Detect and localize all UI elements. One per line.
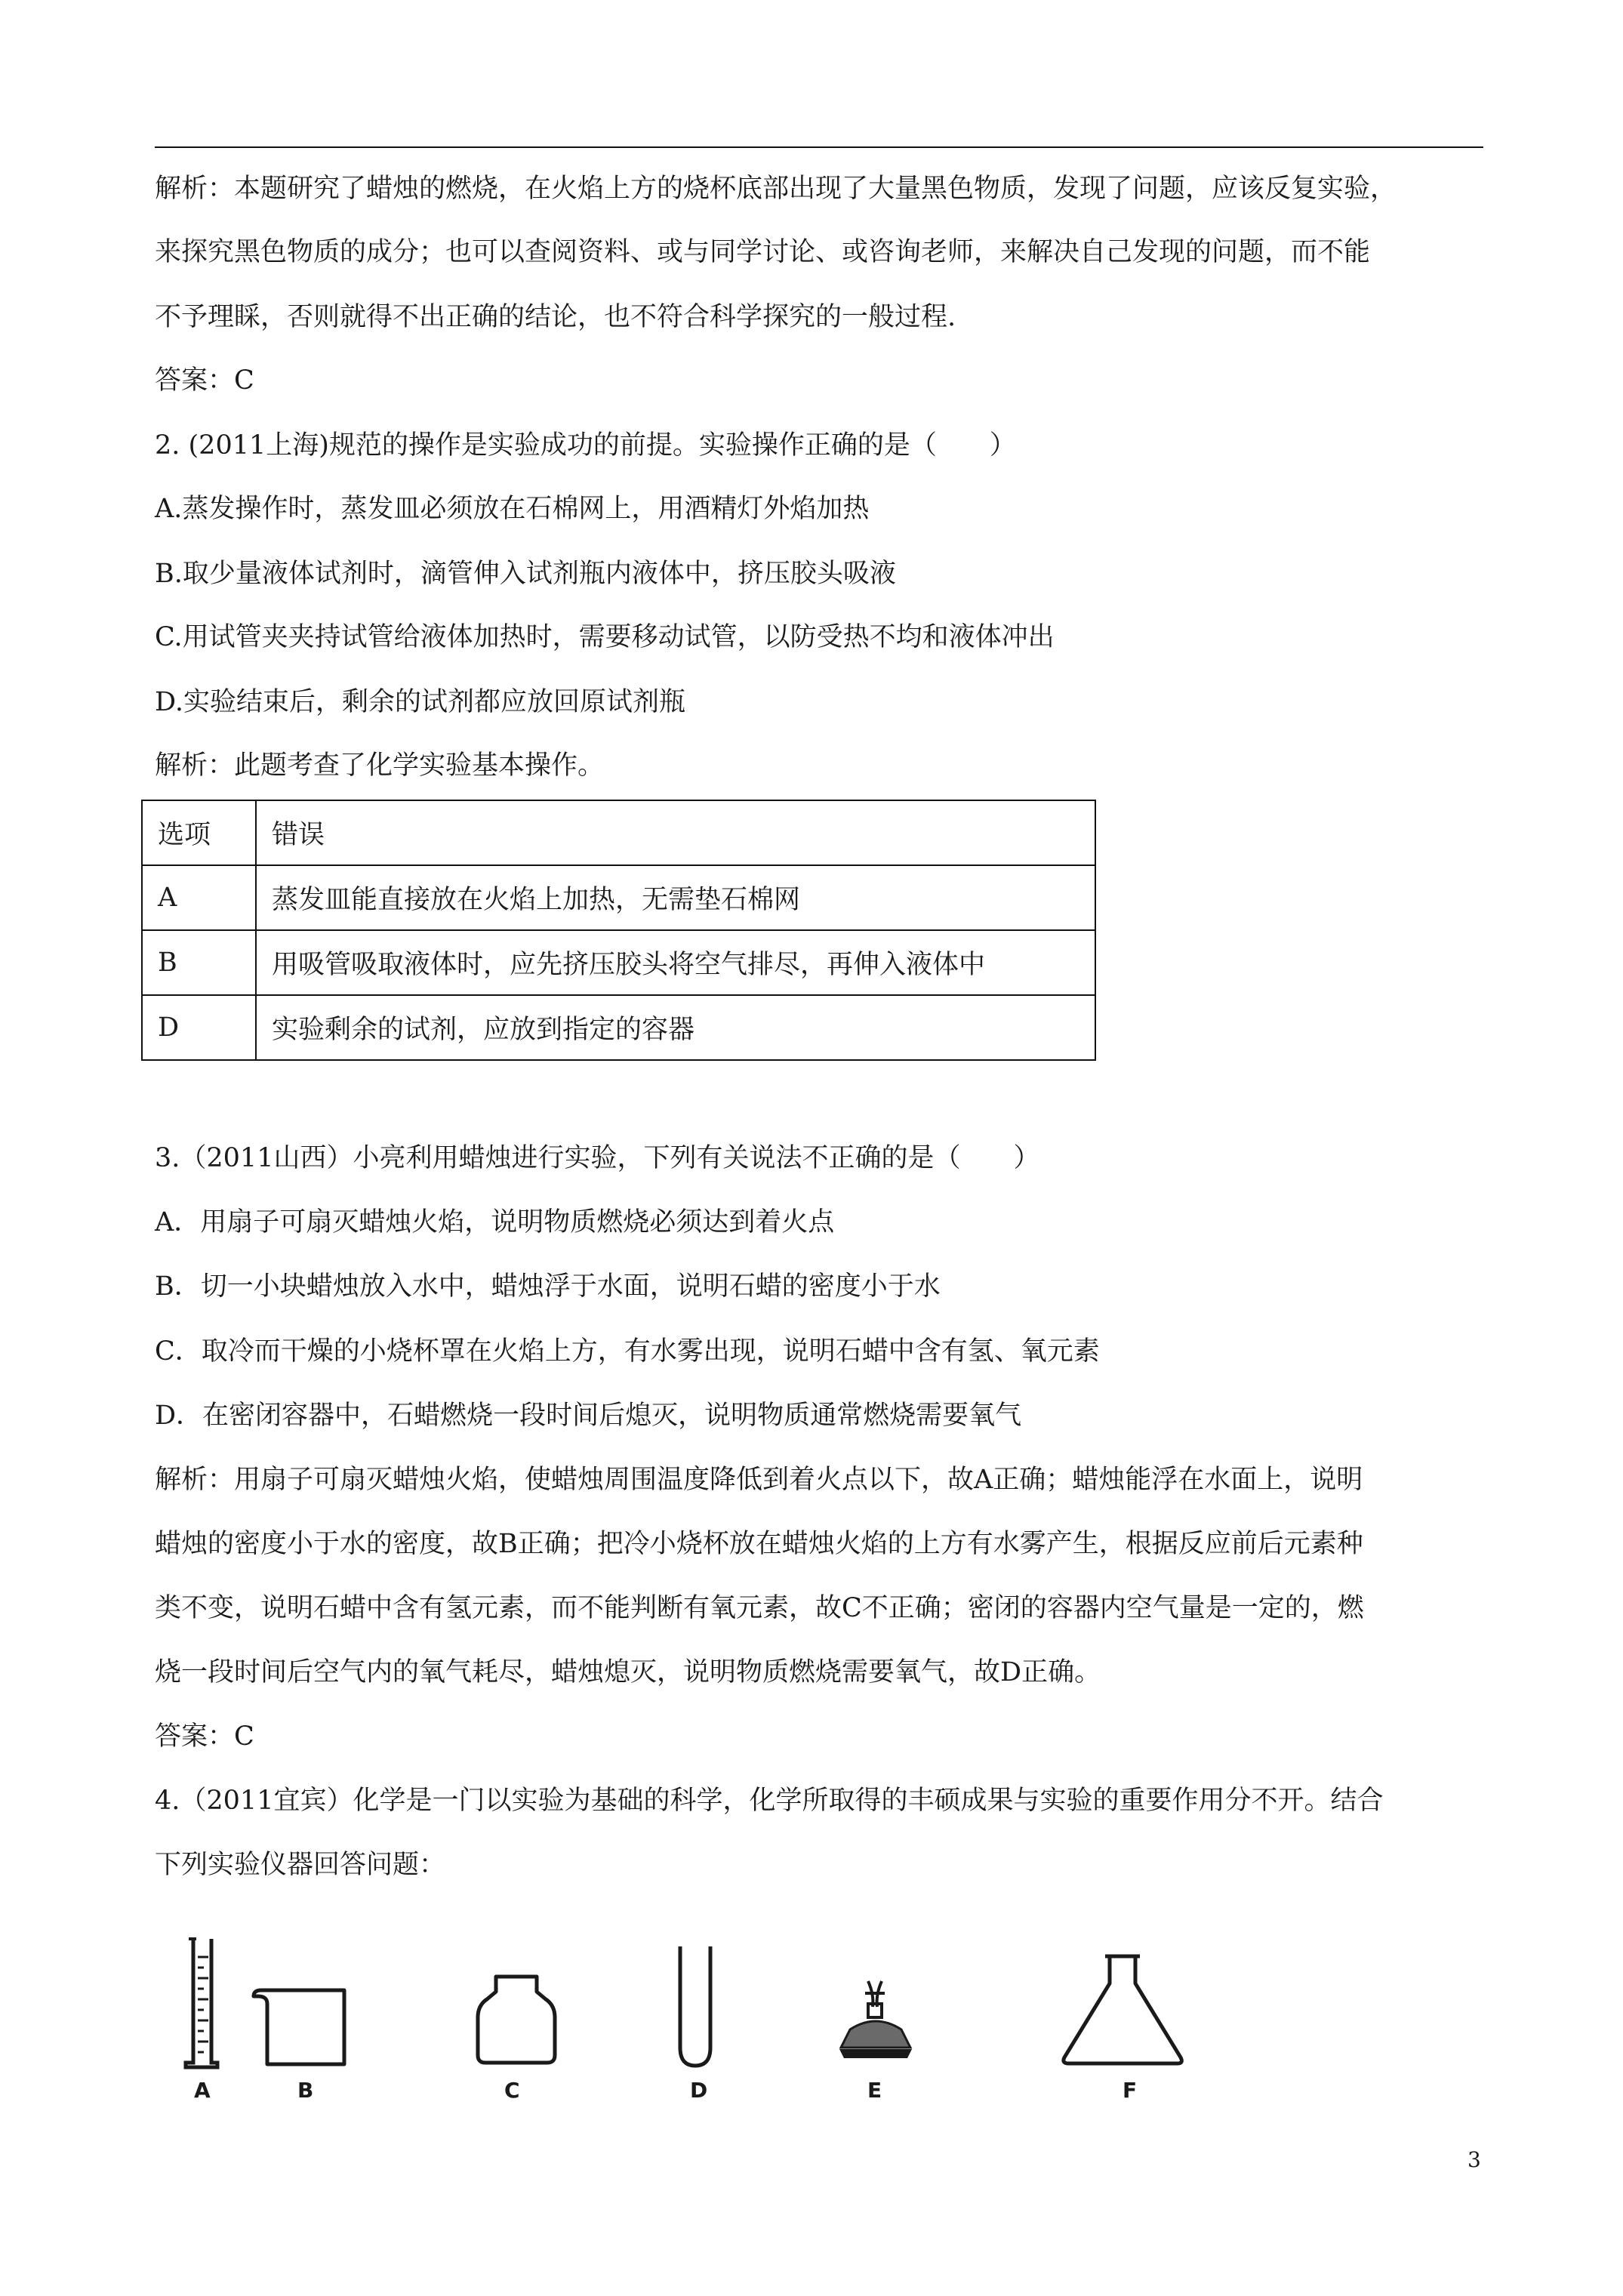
q3-explanation-line-4: 烧一段时间后空气内的氧气耗尽，蜡烛熄灭，说明物质燃烧需要氧气，故D正确。	[155, 1657, 1101, 1687]
q2-option-c: C.用试管夹夹持试管给液体加热时，需要移动试管，以防受热不均和液体冲出	[155, 622, 1055, 652]
conical-flask-icon	[1057, 1952, 1189, 2072]
table-cell: D	[142, 995, 256, 1060]
q2-option-b: B.取少量液体试剂时，滴管伸入试剂瓶内液体中，挤压胶头吸液	[155, 559, 896, 589]
table-row	[142, 995, 1095, 1060]
alcohol-lamp-icon	[835, 1974, 916, 2066]
table-cell: 实验剩余的试剂，应放到指定的容器	[256, 995, 1095, 1060]
table-header-cell: 选项	[142, 800, 256, 865]
q2-explanation: 解析：此题考查了化学实验基本操作。	[155, 750, 605, 781]
table-header-cell: 错误	[256, 800, 1095, 865]
table-cell: A	[142, 865, 256, 930]
q3-answer: 答案：C	[155, 1721, 254, 1752]
q2-error-table	[141, 800, 1096, 1061]
q3-option-a: A．用扇子可扇灭蜡烛火焰，说明物质燃烧必须达到着火点	[155, 1207, 835, 1237]
beaker-icon	[249, 1986, 351, 2073]
page-number: 3	[1467, 2147, 1481, 2172]
header-rule	[155, 146, 1483, 148]
instrument-label-c: C	[504, 2078, 520, 2103]
test-tube-icon	[674, 1942, 716, 2075]
table-row	[142, 930, 1095, 995]
q3-option-b: B．切一小块蜡烛放入水中，蜡烛浮于水面，说明石蜡的密度小于水	[155, 1271, 941, 1302]
instrument-label-d: D	[690, 2078, 708, 2103]
q4-stem-line-1: 4.（2011宜宾）化学是一门以实验为基础的科学，化学所取得的丰硕成果与实验的重要作用分不开。结合	[155, 1786, 1384, 1816]
q2-option-d: D.实验结束后，剩余的试剂都应放回原试剂瓶	[155, 687, 685, 717]
instrument-label-a: A	[194, 2078, 211, 2103]
q3-stem: 3.（2011山西）小亮利用蜡烛进行实验，下列有关说法不正确的是（ ）	[155, 1143, 1040, 1173]
instrument-label-b: B	[297, 2078, 314, 2103]
q3-option-d: D．在密闭容器中，石蜡燃烧一段时间后熄灭，说明物质通常燃烧需要氧气	[155, 1401, 1022, 1431]
prev-answer: 答案：C	[155, 365, 254, 396]
instrument-label-f: F	[1123, 2078, 1138, 2103]
q2-option-a: A.蒸发操作时，蒸发皿必须放在石棉网上，用酒精灯外焰加热	[155, 494, 870, 524]
table-header-row	[142, 800, 1095, 865]
prev-explanation-line-1: 解析：本题研究了蜡烛的燃烧，在火焰上方的烧杯底部出现了大量黑色物质，发现了问题，应该反复实验，	[155, 174, 1397, 204]
q3-explanation-line-3: 类不变，说明石蜡中含有氢元素，而不能判断有氧元素，故C不正确；密闭的容器内空气量是一定的，燃	[155, 1593, 1364, 1623]
prev-explanation-line-3: 不予理睬，否则就得不出正确的结论，也不符合科学探究的一般过程.	[155, 302, 956, 332]
table-cell: B	[142, 930, 256, 995]
instrument-label-e: E	[867, 2078, 882, 2103]
table-cell: 用吸管吸取液体时，应先挤压胶头将空气排尽，再伸入液体中	[256, 930, 1095, 995]
graduated-cylinder-icon	[178, 1934, 225, 2073]
q2-stem: 2. (2011上海)规范的操作是实验成功的前提。实验操作正确的是（ ）	[155, 430, 1016, 461]
q4-stem-line-2: 下列实验仪器回答问题：	[155, 1850, 446, 1880]
q3-explanation-line-1: 解析：用扇子可扇灭蜡烛火焰，使蜡烛周围温度降低到着火点以下，故A正确；蜡烛能浮在水面上，说明	[155, 1465, 1363, 1495]
q3-option-c: C．取冷而干燥的小烧杯罩在火焰上方，有水雾出现，说明石蜡中含有氢、氧元素	[155, 1336, 1100, 1367]
table-cell: 蒸发皿能直接放在火焰上加热，无需垫石棉网	[256, 865, 1095, 930]
table-row	[142, 865, 1095, 930]
q3-explanation-line-2: 蜡烛的密度小于水的密度，故B正确；把冷小烧杯放在蜡烛火焰的上方有水雾产生，根据反应前后元素种	[155, 1529, 1363, 1559]
prev-explanation-line-2: 来探究黑色物质的成分；也可以查阅资料、或与同学讨论、或咨询老师，来解决自己发现的问题，而不能	[155, 237, 1371, 267]
wide-mouth-bottle-icon	[473, 1971, 560, 2072]
